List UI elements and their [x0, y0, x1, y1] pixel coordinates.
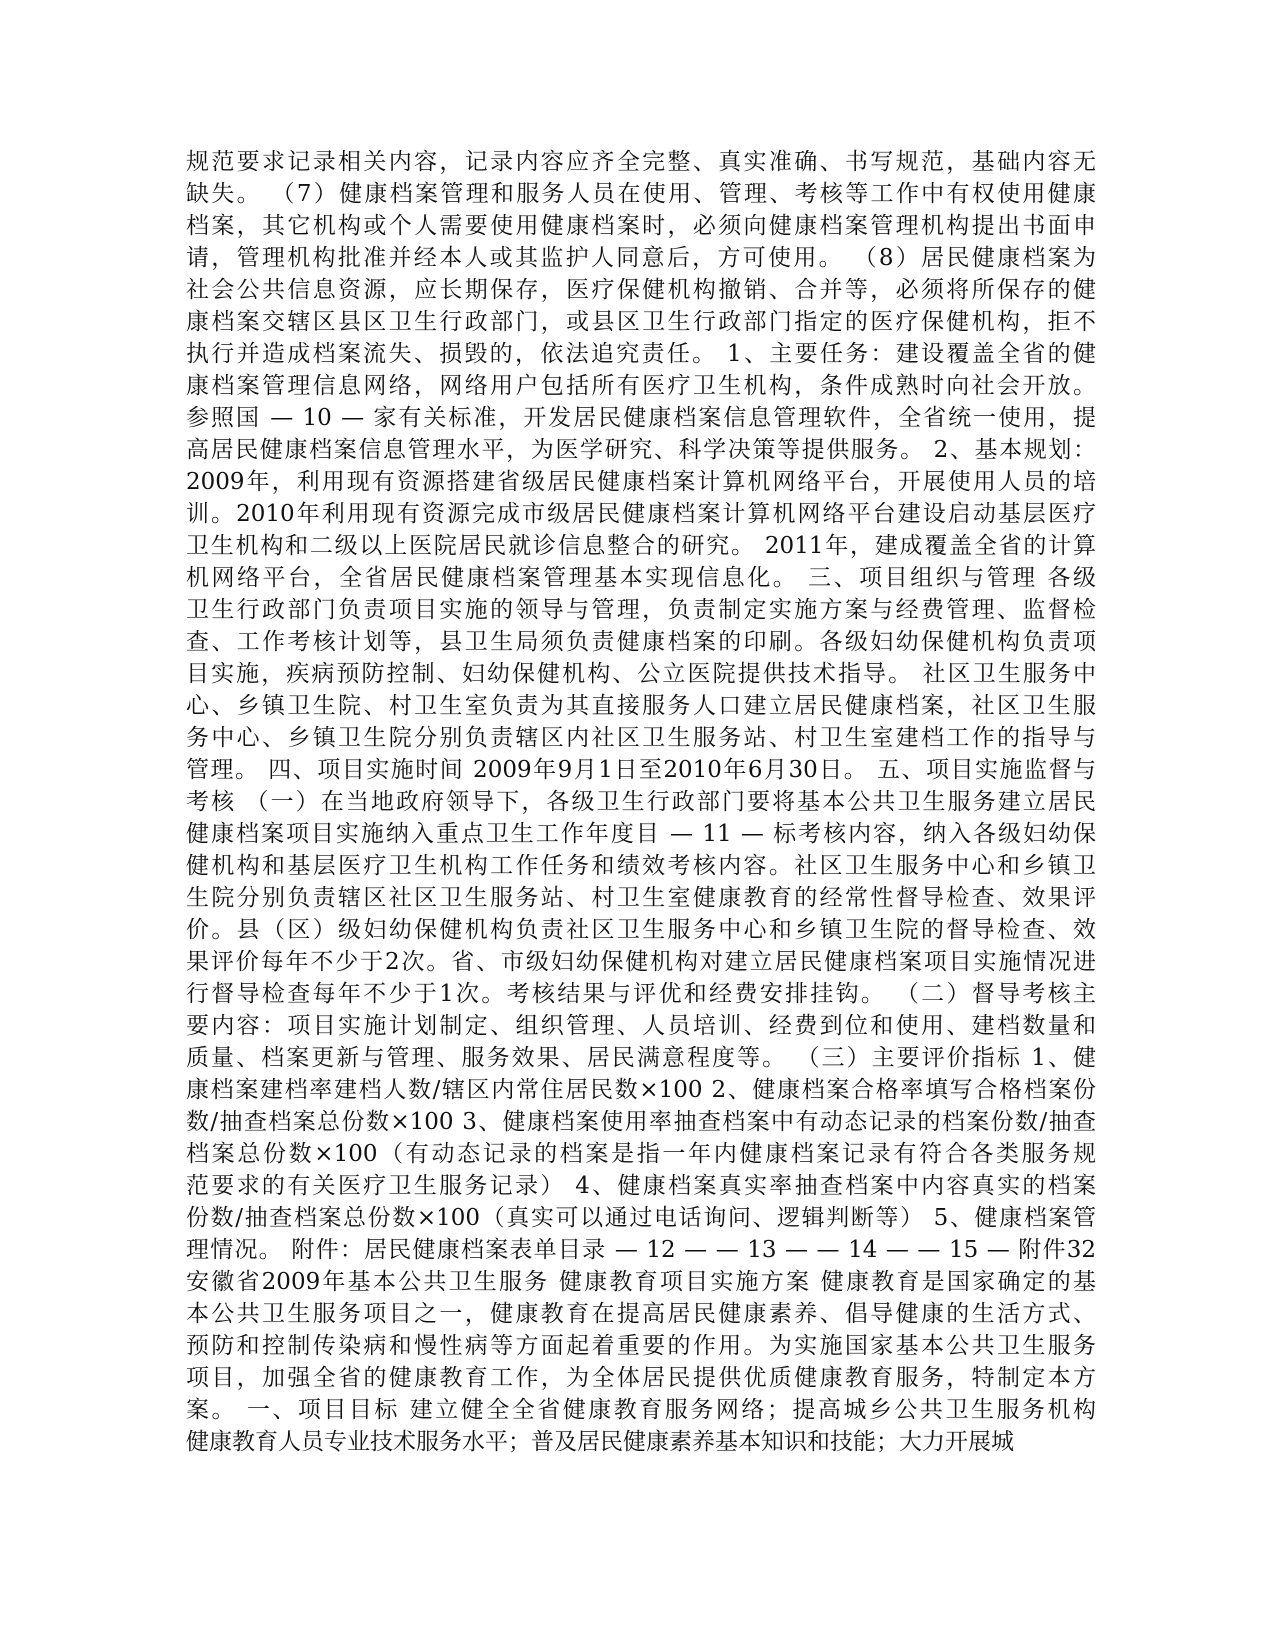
text-line: 查、工作考核计划等，县卫生局须负责健康档案的印刷。各级妇幼保健机构负责项	[186, 629, 1096, 655]
text-line: 高居民健康档案信息管理水平，为医学研究、科学决策等提供服务。 2、基本规划：	[186, 437, 1096, 463]
text-line: 康档案建档率建档人数/辖区内常住居民数×100 2、健康档案合格率填写合格档案份	[186, 1077, 1096, 1103]
text-line: 健机构和基层医疗卫生机构工作任务和绩效考核内容。社区卫生服务中心和乡镇卫	[186, 853, 1096, 879]
text-line: 心、乡镇卫生院、村卫生室负责为其直接服务人口建立居民健康档案，社区卫生服	[186, 693, 1096, 719]
text-line: 数/抽查档案总份数×100 3、健康档案使用率抽查档案中有动态记录的档案份数/抽查	[186, 1109, 1096, 1135]
text-line: 卫生行政部门负责项目实施的领导与管理，负责制定实施方案与经费管理、监督检	[186, 597, 1096, 623]
text-line: 社会公共信息资源，应长期保存，医疗保健机构撤销、合并等，必须将所保存的健	[186, 277, 1096, 303]
text-line: 参照国 — 10 — 家有关标准，开发居民健康档案信息管理软件，全省统一使用，提	[186, 405, 1096, 431]
text-line: 考核 （一）在当地政府领导下，各级卫生行政部门要将基本公共卫生服务建立居民	[186, 789, 1096, 815]
text-line: 管理。 四、项目实施时间 2009年9月1日至2010年6月30日。 五、项目实施监督与	[186, 757, 1096, 783]
text-line: 康档案交辖区县区卫生行政部门，或县区卫生行政部门指定的医疗保健机构，拒不	[186, 309, 1096, 335]
text-line: 请，管理机构批准并经本人或其监护人同意后，方可使用。 （8）居民健康档案为	[186, 245, 1096, 271]
body-text	[186, 146, 1096, 1458]
text-line: 康档案管理信息网络，网络用户包括所有医疗卫生机构，条件成熟时向社会开放。	[186, 373, 1096, 399]
text-line: 项目，加强全省的健康教育工作，为全体居民提供优质健康教育服务，特制定本方	[186, 1365, 1096, 1391]
text-line: 价。县（区）级妇幼保健机构负责社区卫生服务中心和乡镇卫生院的督导检查、效	[186, 917, 1096, 943]
text-line: 2009年，利用现有资源搭建省级居民健康档案计算机网络平台，开展使用人员的培	[186, 469, 1096, 495]
text-line: 执行并造成档案流失、损毁的，依法追究责任。 1、主要任务：建设覆盖全省的健	[186, 341, 1096, 367]
text-line: 预防和控制传染病和慢性病等方面起着重要的作用。为实施国家基本公共卫生服务	[186, 1333, 1096, 1359]
text-line: 健康教育人员专业技术服务水平；普及居民健康素养基本知识和技能；大力开展城	[186, 1429, 1014, 1455]
text-line: 缺失。 （7）健康档案管理和服务人员在使用、管理、考核等工作中有权使用健康	[186, 181, 1096, 207]
text-line: 理情况。 附件：居民健康档案表单目录 — 12 — — 13 — — 14 — — 15 — 附件32	[186, 1237, 1096, 1263]
text-line: 规范要求记录相关内容，记录内容应齐全完整、真实准确、书写规范，基础内容无	[186, 149, 1096, 175]
text-line: 卫生机构和二级以上医院居民就诊信息整合的研究。 2011年，建成覆盖全省的计算	[186, 533, 1096, 559]
text-line: 健康档案项目实施纳入重点卫生工作年度目 — 11 — 标考核内容，纳入各级妇幼保	[186, 821, 1096, 847]
text-line: 目实施，疾病预防控制、妇幼保健机构、公立医院提供技术指导。 社区卫生服务中	[186, 661, 1096, 687]
text-line: 果评价每年不少于2次。省、市级妇幼保健机构对建立居民健康档案项目实施情况进	[186, 949, 1096, 975]
text-line: 行督导检查每年不少于1次。考核结果与评优和经费安排挂钩。 （二）督导考核主	[186, 981, 1096, 1007]
text-line: 范要求的有关医疗卫生服务记录） 4、健康档案真实率抽查档案中内容真实的档案	[186, 1173, 1096, 1199]
text-line: 质量、档案更新与管理、服务效果、居民满意程度等。 （三）主要评价指标 1、健	[186, 1045, 1096, 1071]
text-line: 务中心、乡镇卫生院分别负责辖区内社区卫生服务站、村卫生室建档工作的指导与	[186, 725, 1096, 751]
text-line: 安徽省2009年基本公共卫生服务 健康教育项目实施方案 健康教育是国家确定的基	[186, 1269, 1096, 1295]
text-line: 要内容：项目实施计划制定、组织管理、人员培训、经费到位和使用、建档数量和	[186, 1013, 1096, 1039]
text-line: 训。2010年利用现有资源完成市级居民健康档案计算机网络平台建设启动基层医疗	[186, 501, 1096, 527]
text-line: 案。 一、项目目标 建立健全全省健康教育服务网络；提高城乡公共卫生服务机构	[186, 1397, 1096, 1423]
text-line: 档案，其它机构或个人需要使用健康档案时，必须向健康档案管理机构提出书面申	[186, 213, 1096, 239]
text-line: 机网络平台，全省居民健康档案管理基本实现信息化。 三、项目组织与管理 各级	[186, 565, 1096, 591]
text-line: 生院分别负责辖区社区卫生服务站、村卫生室健康教育的经常性督导检查、效果评	[186, 885, 1096, 911]
text-line: 本公共卫生服务项目之一，健康教育在提高居民健康素养、倡导健康的生活方式、	[186, 1301, 1096, 1327]
text-line: 档案总份数×100（有动态记录的档案是指一年内健康档案记录有符合各类服务规	[186, 1141, 1096, 1167]
text-line: 份数/抽查档案总份数×100（真实可以通过电话询问、逻辑判断等） 5、健康档案管	[186, 1205, 1096, 1231]
